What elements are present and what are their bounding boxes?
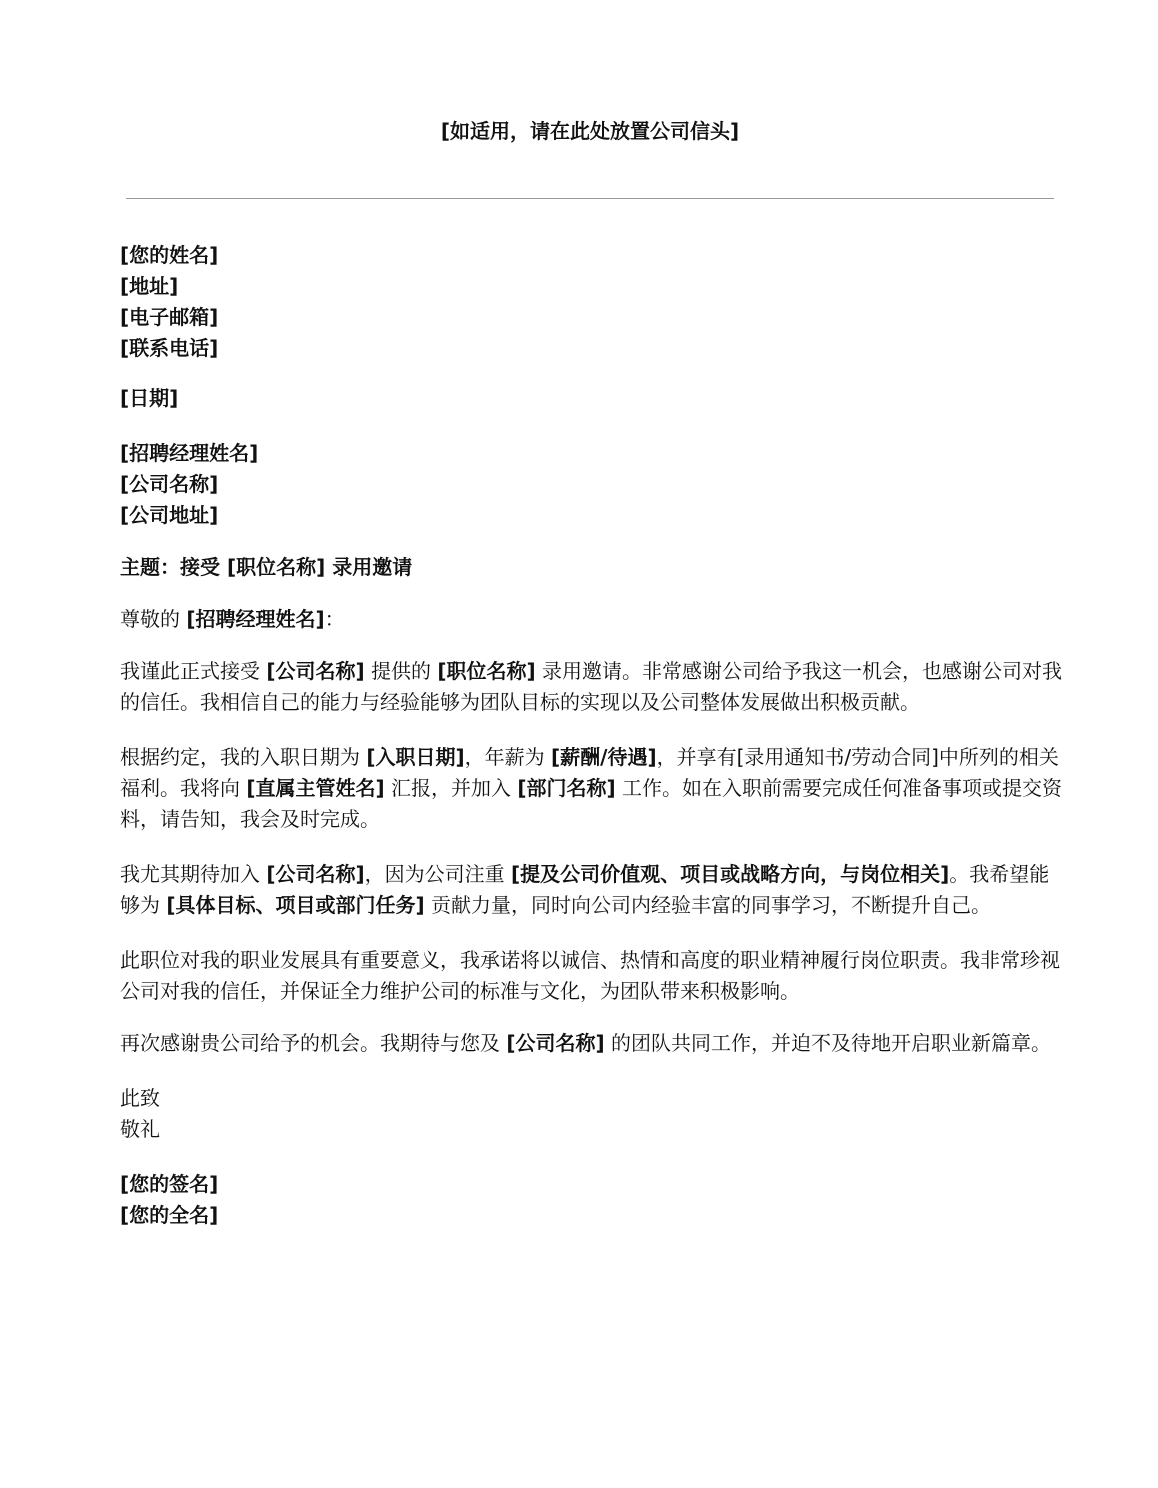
full-name-placeholder: [您的全名] — [120, 1203, 219, 1227]
p2-text-1: 根据约定，我的入职日期为 — [120, 745, 367, 769]
p3-text-3: 。我希望能够为 — [120, 862, 1050, 917]
signature-block — [120, 1169, 1065, 1231]
p3-text-1: 我尤其期待加入 — [120, 862, 267, 886]
sender-phone: [联系电话] — [120, 336, 219, 360]
closing-block — [120, 1083, 1065, 1145]
p5-text-1: 再次感谢贵公司给予的机会。我期待与您及 — [120, 1031, 507, 1055]
paragraph-commitment: 此职位对我的职业发展具有重要意义，我承诺将以诚信、热情和高度的职业精神履行岗位职责。我非常珍视公司对我的信任，并保证全力维护公司的标准与文化，为团队带来积极影响。 — [120, 948, 1060, 1003]
p1-company-placeholder: [公司名称] — [266, 659, 365, 683]
p2-text-4: 汇报，并加入 — [384, 776, 518, 800]
paragraph-acceptance — [120, 656, 1065, 718]
p5-company-placeholder: [公司名称] — [506, 1031, 605, 1055]
recipient-address: [公司地址] — [120, 503, 219, 527]
sender-name: [您的姓名] — [120, 243, 219, 267]
p2-supervisor-placeholder: [直属主管姓名] — [246, 776, 385, 800]
p2-salary-placeholder: [薪酬/待遇] — [551, 745, 657, 769]
p1-text-3: 录用邀请。非常感谢公司给予我这一机会，也感谢公司对我的信任。我相信自己的能力与经验能够为团队目标的实现以及公司整体发展做出积极贡献。 — [120, 659, 1062, 714]
salutation-suffix: ： — [324, 607, 345, 631]
sender-block — [120, 240, 1065, 364]
sender-email: [电子邮箱] — [120, 305, 219, 329]
p2-text-5: 工作。如在入职前需要完成任何准备事项或提交资料，请告知，我会及时完成。 — [120, 776, 1062, 831]
recipient-manager: [招聘经理姓名] — [120, 441, 259, 465]
p3-text-4: 贡献力量，同时向公司内经验丰富的同事学习，不断提升自己。 — [424, 893, 991, 917]
p2-text-2: ，年薪为 — [464, 745, 551, 769]
p3-company-placeholder: [公司名称] — [266, 862, 365, 886]
letterhead-placeholder: [如适用，请在此处放置公司信头] — [440, 119, 740, 143]
p2-start-date-placeholder: [入职日期] — [366, 745, 465, 769]
p1-text-1: 我谨此正式接受 — [120, 659, 267, 683]
paragraph-motivation — [120, 859, 1065, 921]
paragraph-terms — [120, 742, 1065, 835]
recipient-company: [公司名称] — [120, 472, 219, 496]
p3-values-placeholder: [提及公司价值观、项目或战略方向，与岗位相关] — [511, 862, 950, 886]
p1-text-2: 提供的 — [364, 659, 438, 683]
p3-goals-placeholder: [具体目标、项目或部门任务] — [166, 893, 425, 917]
closing-line-2: 敬礼 — [120, 1117, 160, 1141]
header-divider — [126, 198, 1054, 199]
sender-address: [地址] — [120, 274, 179, 298]
paragraph-thanks — [120, 1028, 1065, 1059]
p2-department-placeholder: [部门名称] — [517, 776, 616, 800]
subject-line: 主题：接受 [职位名称] 录用邀请 — [120, 555, 413, 579]
salutation-name: [招聘经理姓名] — [186, 607, 325, 631]
salutation-prefix: 尊敬的 — [120, 607, 187, 631]
p5-text-2: 的团队共同工作，并迫不及待地开启职业新篇章。 — [604, 1031, 1051, 1055]
recipient-block — [120, 438, 1065, 531]
p2-text-3: ，并享有[录用通知书/劳动合同]中所列的相关福利。我将向 — [120, 745, 1059, 800]
p1-position-placeholder: [职位名称] — [437, 659, 536, 683]
letter-date: [日期] — [120, 386, 179, 410]
letter-body — [120, 240, 1065, 1231]
signature-placeholder: [您的签名] — [120, 1172, 219, 1196]
closing-line-1: 此致 — [120, 1086, 160, 1110]
salutation — [120, 604, 1065, 635]
p3-text-2: ，因为公司注重 — [364, 862, 511, 886]
